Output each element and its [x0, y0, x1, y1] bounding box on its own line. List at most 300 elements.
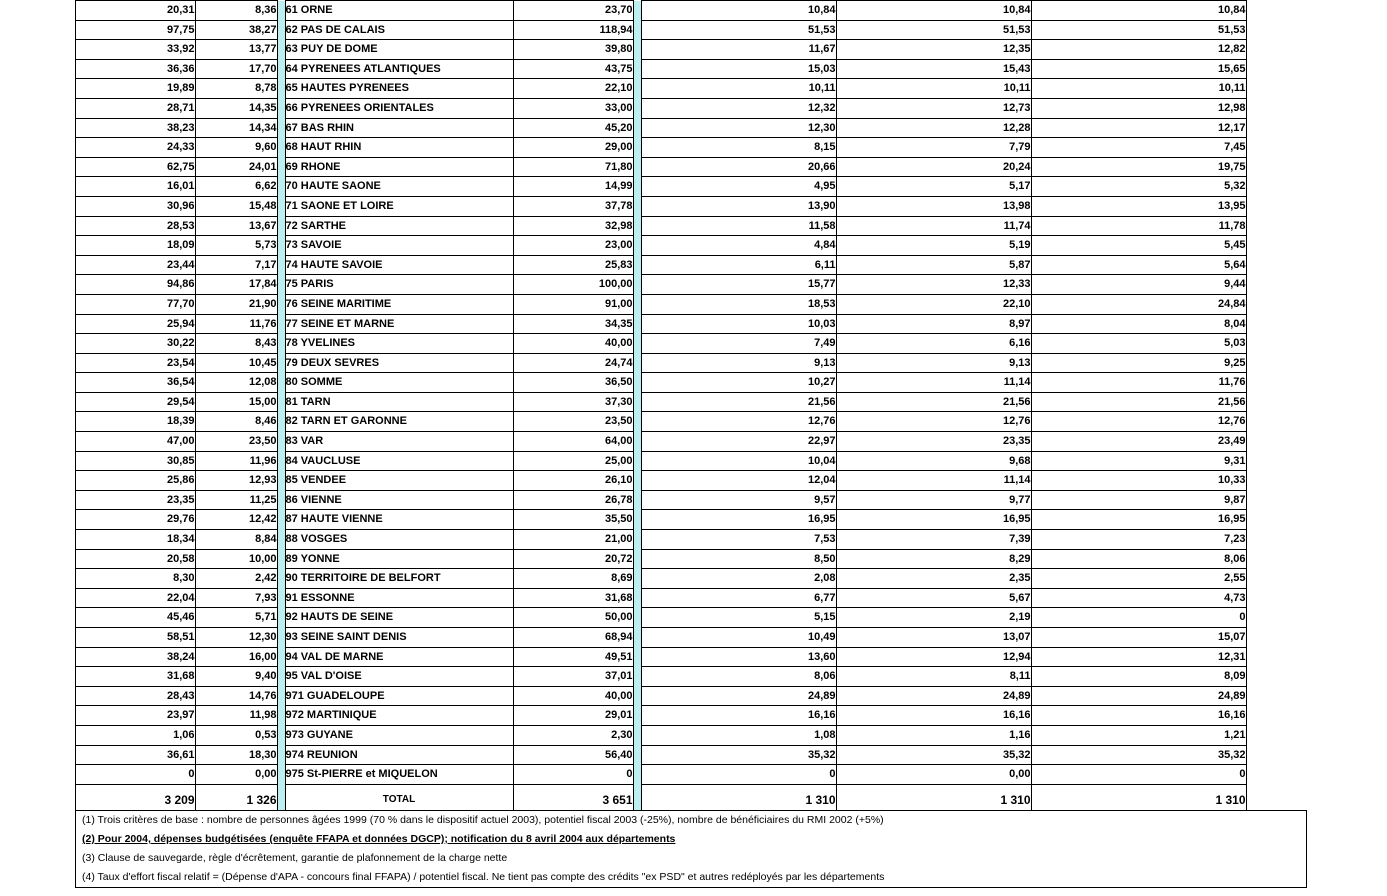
cell-col-a[interactable]: 62,75 — [75, 157, 195, 177]
cell-col-b[interactable]: 2,42 — [195, 569, 277, 589]
cell-department[interactable]: 67 BAS RHIN — [285, 118, 513, 138]
cell-col-f[interactable]: 22,10 — [836, 294, 1031, 314]
cell-department[interactable]: 68 HAUT RHIN — [285, 138, 513, 158]
cell-col-f[interactable]: 5,67 — [836, 588, 1031, 608]
cell-col-d[interactable]: 8,69 — [513, 569, 633, 589]
cell-col-d[interactable]: 20,72 — [513, 549, 633, 569]
table-row[interactable] — [0, 432, 1387, 452]
cell-col-a[interactable]: 47,00 — [75, 432, 195, 452]
table-row[interactable] — [0, 118, 1387, 138]
cell-col-g[interactable]: 7,23 — [1031, 530, 1246, 550]
cell-department[interactable]: 88 VOSGES — [285, 530, 513, 550]
cell-col-a[interactable]: 24,33 — [75, 138, 195, 158]
cell-col-f[interactable]: 0,00 — [836, 765, 1031, 785]
cell-department[interactable]: 91 ESSONNE — [285, 588, 513, 608]
cell-col-e[interactable]: 4,84 — [641, 236, 836, 256]
cell-col-f[interactable]: 5,17 — [836, 177, 1031, 197]
cell-col-e[interactable]: 8,06 — [641, 667, 836, 687]
cell-col-d[interactable]: 37,01 — [513, 667, 633, 687]
cell-col-a[interactable]: 1,06 — [75, 725, 195, 745]
cell-col-e[interactable]: 11,58 — [641, 216, 836, 236]
cell-col-e[interactable]: 5,15 — [641, 608, 836, 628]
cell-col-e[interactable]: 15,77 — [641, 275, 836, 295]
cell-col-f[interactable]: 16,95 — [836, 510, 1031, 530]
cell-department[interactable]: 79 DEUX SEVRES — [285, 353, 513, 373]
cell-col-b[interactable]: 11,98 — [195, 706, 277, 726]
cell-col-e[interactable]: 7,53 — [641, 530, 836, 550]
cell-col-b[interactable]: 14,35 — [195, 98, 277, 118]
table-row[interactable] — [0, 294, 1387, 314]
cell-department[interactable]: 65 HAUTES PYRENEES — [285, 79, 513, 99]
cell-department[interactable]: 87 HAUTE VIENNE — [285, 510, 513, 530]
cell-col-g[interactable]: 19,75 — [1031, 157, 1246, 177]
cell-col-f[interactable]: 35,32 — [836, 745, 1031, 765]
cell-department[interactable]: 70 HAUTE SAONE — [285, 177, 513, 197]
cell-col-d[interactable]: 43,75 — [513, 59, 633, 79]
cell-col-d[interactable]: 26,78 — [513, 490, 633, 510]
cell-col-b[interactable]: 8,84 — [195, 530, 277, 550]
cell-col-a[interactable]: 19,89 — [75, 79, 195, 99]
cell-col-e[interactable]: 16,16 — [641, 706, 836, 726]
table-row[interactable] — [0, 725, 1387, 745]
cell-col-a[interactable]: 28,43 — [75, 686, 195, 706]
cell-col-f[interactable]: 2,35 — [836, 569, 1031, 589]
cell-col-b[interactable]: 21,90 — [195, 294, 277, 314]
cell-col-e[interactable]: 22,97 — [641, 432, 836, 452]
cell-col-f[interactable]: 11,14 — [836, 471, 1031, 491]
cell-col-g[interactable]: 0 — [1031, 608, 1246, 628]
cell-col-g[interactable]: 10,84 — [1031, 1, 1246, 21]
cell-col-f[interactable]: 24,89 — [836, 686, 1031, 706]
cell-col-f[interactable]: 1,16 — [836, 725, 1031, 745]
cell-col-a[interactable]: 23,97 — [75, 706, 195, 726]
cell-col-g[interactable]: 51,53 — [1031, 20, 1246, 40]
cell-col-b[interactable]: 12,42 — [195, 510, 277, 530]
cell-department[interactable]: 71 SAONE ET LOIRE — [285, 196, 513, 216]
cell-col-a[interactable]: 16,01 — [75, 177, 195, 197]
cell-col-e[interactable]: 16,95 — [641, 510, 836, 530]
cell-col-d[interactable]: 35,50 — [513, 510, 633, 530]
cell-department[interactable]: 74 HAUTE SAVOIE — [285, 255, 513, 275]
cell-col-f[interactable]: 15,43 — [836, 59, 1031, 79]
cell-col-e[interactable]: 6,77 — [641, 588, 836, 608]
cell-col-d[interactable]: 26,10 — [513, 471, 633, 491]
cell-col-b[interactable]: 13,77 — [195, 40, 277, 60]
cell-col-g[interactable]: 15,07 — [1031, 628, 1246, 648]
table-row[interactable] — [0, 157, 1387, 177]
cell-col-b[interactable]: 17,70 — [195, 59, 277, 79]
table-row[interactable] — [0, 706, 1387, 726]
cell-department[interactable]: 82 TARN ET GARONNE — [285, 412, 513, 432]
cell-department[interactable]: 80 SOMME — [285, 373, 513, 393]
cell-col-g[interactable]: 24,84 — [1031, 294, 1246, 314]
cell-col-b[interactable]: 11,76 — [195, 314, 277, 334]
cell-col-f[interactable]: 7,79 — [836, 138, 1031, 158]
cell-col-f[interactable]: 8,11 — [836, 667, 1031, 687]
cell-col-a[interactable]: 30,22 — [75, 334, 195, 354]
cell-col-f[interactable]: 12,35 — [836, 40, 1031, 60]
table-row[interactable] — [0, 471, 1387, 491]
cell-department[interactable]: 73 SAVOIE — [285, 236, 513, 256]
cell-col-f[interactable]: 12,33 — [836, 275, 1031, 295]
cell-col-g[interactable]: 8,04 — [1031, 314, 1246, 334]
cell-col-d[interactable]: 71,80 — [513, 157, 633, 177]
cell-col-e[interactable]: 10,49 — [641, 628, 836, 648]
cell-col-g[interactable]: 15,65 — [1031, 59, 1246, 79]
cell-col-b[interactable]: 18,30 — [195, 745, 277, 765]
cell-col-b[interactable]: 38,27 — [195, 20, 277, 40]
cell-department[interactable]: 64 PYRENEES ATLANTIQUES — [285, 59, 513, 79]
cell-col-g[interactable]: 35,32 — [1031, 745, 1246, 765]
cell-col-a[interactable]: 45,46 — [75, 608, 195, 628]
cell-col-e[interactable]: 35,32 — [641, 745, 836, 765]
table-row[interactable] — [0, 569, 1387, 589]
table-row[interactable] — [0, 334, 1387, 354]
cell-col-g[interactable]: 12,76 — [1031, 412, 1246, 432]
cell-col-a[interactable]: 29,54 — [75, 392, 195, 412]
cell-col-d[interactable]: 31,68 — [513, 588, 633, 608]
cell-col-e[interactable]: 13,60 — [641, 647, 836, 667]
cell-col-a[interactable]: 28,53 — [75, 216, 195, 236]
table-row[interactable] — [0, 314, 1387, 334]
cell-col-e[interactable]: 11,67 — [641, 40, 836, 60]
cell-col-d[interactable]: 49,51 — [513, 647, 633, 667]
cell-col-e[interactable]: 12,32 — [641, 98, 836, 118]
cell-col-a[interactable]: 33,92 — [75, 40, 195, 60]
cell-col-a[interactable]: 30,96 — [75, 196, 195, 216]
cell-col-f[interactable]: 16,16 — [836, 706, 1031, 726]
cell-col-b[interactable]: 12,93 — [195, 471, 277, 491]
cell-col-a[interactable]: 28,71 — [75, 98, 195, 118]
table-row[interactable] — [0, 686, 1387, 706]
cell-col-d[interactable]: 33,00 — [513, 98, 633, 118]
cell-col-b[interactable]: 14,76 — [195, 686, 277, 706]
cell-col-a[interactable]: 77,70 — [75, 294, 195, 314]
cell-col-a[interactable]: 18,34 — [75, 530, 195, 550]
cell-col-d[interactable]: 39,80 — [513, 40, 633, 60]
cell-department[interactable]: 971 GUADELOUPE — [285, 686, 513, 706]
cell-col-f[interactable]: 7,39 — [836, 530, 1031, 550]
cell-col-b[interactable]: 10,45 — [195, 353, 277, 373]
cell-col-a[interactable]: 18,39 — [75, 412, 195, 432]
cell-col-d[interactable]: 34,35 — [513, 314, 633, 334]
cell-department[interactable]: 72 SARTHE — [285, 216, 513, 236]
cell-col-d[interactable]: 0 — [513, 765, 633, 785]
cell-col-a[interactable]: 38,24 — [75, 647, 195, 667]
cell-col-g[interactable]: 12,17 — [1031, 118, 1246, 138]
cell-department[interactable]: 95 VAL D'OISE — [285, 667, 513, 687]
cell-col-d[interactable]: 64,00 — [513, 432, 633, 452]
cell-col-b[interactable]: 15,00 — [195, 392, 277, 412]
cell-col-f[interactable]: 12,73 — [836, 98, 1031, 118]
cell-col-a[interactable]: 8,30 — [75, 569, 195, 589]
cell-col-e[interactable]: 51,53 — [641, 20, 836, 40]
cell-col-f[interactable]: 5,19 — [836, 236, 1031, 256]
cell-col-f[interactable]: 11,14 — [836, 373, 1031, 393]
cell-col-g[interactable]: 1,21 — [1031, 725, 1246, 745]
cell-col-b[interactable]: 9,40 — [195, 667, 277, 687]
cell-col-d[interactable]: 23,70 — [513, 1, 633, 21]
cell-col-b[interactable]: 12,08 — [195, 373, 277, 393]
table-row[interactable] — [0, 530, 1387, 550]
cell-col-f[interactable]: 9,77 — [836, 490, 1031, 510]
table-row[interactable] — [0, 412, 1387, 432]
cell-col-e[interactable]: 10,04 — [641, 451, 836, 471]
cell-col-g[interactable]: 5,64 — [1031, 255, 1246, 275]
cell-col-f[interactable]: 9,13 — [836, 353, 1031, 373]
cell-col-d[interactable]: 37,78 — [513, 196, 633, 216]
cell-col-b[interactable]: 0,00 — [195, 765, 277, 785]
cell-department[interactable]: 81 TARN — [285, 392, 513, 412]
cell-col-f[interactable]: 12,94 — [836, 647, 1031, 667]
cell-col-d[interactable]: 21,00 — [513, 530, 633, 550]
cell-col-a[interactable]: 94,86 — [75, 275, 195, 295]
cell-col-f[interactable]: 13,07 — [836, 628, 1031, 648]
cell-col-e[interactable]: 10,03 — [641, 314, 836, 334]
cell-col-b[interactable]: 13,67 — [195, 216, 277, 236]
cell-col-f[interactable]: 8,29 — [836, 549, 1031, 569]
cell-department[interactable]: 93 SEINE SAINT DENIS — [285, 628, 513, 648]
cell-department[interactable]: 66 PYRENEES ORIENTALES — [285, 98, 513, 118]
cell-col-a[interactable]: 23,35 — [75, 490, 195, 510]
table-row[interactable] — [0, 40, 1387, 60]
cell-col-d[interactable]: 25,83 — [513, 255, 633, 275]
cell-col-f[interactable]: 13,98 — [836, 196, 1031, 216]
cell-col-d[interactable]: 37,30 — [513, 392, 633, 412]
cell-col-b[interactable]: 10,00 — [195, 549, 277, 569]
table-row[interactable] — [0, 549, 1387, 569]
cell-col-g[interactable]: 9,87 — [1031, 490, 1246, 510]
cell-col-g[interactable]: 11,78 — [1031, 216, 1246, 236]
cell-department[interactable]: 63 PUY DE DOME — [285, 40, 513, 60]
cell-col-d[interactable]: 29,01 — [513, 706, 633, 726]
cell-department[interactable]: 76 SEINE MARITIME — [285, 294, 513, 314]
cell-col-b[interactable]: 14,34 — [195, 118, 277, 138]
cell-col-g[interactable]: 10,33 — [1031, 471, 1246, 491]
table-row[interactable] — [0, 628, 1387, 648]
cell-col-g[interactable]: 8,06 — [1031, 549, 1246, 569]
table-row[interactable] — [0, 236, 1387, 256]
cell-department[interactable]: 75 PARIS — [285, 275, 513, 295]
cell-col-f[interactable]: 11,74 — [836, 216, 1031, 236]
table-row[interactable] — [0, 275, 1387, 295]
cell-col-a[interactable]: 18,09 — [75, 236, 195, 256]
cell-col-d[interactable]: 32,98 — [513, 216, 633, 236]
cell-department[interactable]: 94 VAL DE MARNE — [285, 647, 513, 667]
cell-col-b[interactable]: 8,46 — [195, 412, 277, 432]
cell-col-f[interactable]: 6,16 — [836, 334, 1031, 354]
cell-col-e[interactable]: 7,49 — [641, 334, 836, 354]
cell-department[interactable]: 975 St-PIERRE et MIQUELON — [285, 765, 513, 785]
table-row[interactable] — [0, 373, 1387, 393]
cell-col-g[interactable]: 5,32 — [1031, 177, 1246, 197]
table-row[interactable] — [0, 59, 1387, 79]
cell-col-g[interactable]: 16,16 — [1031, 706, 1246, 726]
cell-col-d[interactable]: 91,00 — [513, 294, 633, 314]
cell-col-g[interactable]: 24,89 — [1031, 686, 1246, 706]
cell-col-f[interactable]: 20,24 — [836, 157, 1031, 177]
cell-col-a[interactable]: 30,85 — [75, 451, 195, 471]
cell-department[interactable]: 973 GUYANE — [285, 725, 513, 745]
cell-col-g[interactable]: 12,31 — [1031, 647, 1246, 667]
cell-col-g[interactable]: 12,82 — [1031, 40, 1246, 60]
table-row[interactable] — [0, 667, 1387, 687]
cell-col-f[interactable]: 21,56 — [836, 392, 1031, 412]
cell-col-e[interactable]: 9,57 — [641, 490, 836, 510]
cell-col-d[interactable]: 29,00 — [513, 138, 633, 158]
table-row[interactable] — [0, 353, 1387, 373]
table-row[interactable] — [0, 588, 1387, 608]
cell-col-b[interactable]: 12,30 — [195, 628, 277, 648]
cell-col-e[interactable]: 15,03 — [641, 59, 836, 79]
cell-col-a[interactable]: 38,23 — [75, 118, 195, 138]
cell-col-f[interactable]: 2,19 — [836, 608, 1031, 628]
cell-col-b[interactable]: 8,36 — [195, 1, 277, 21]
cell-col-f[interactable]: 51,53 — [836, 20, 1031, 40]
cell-col-d[interactable]: 50,00 — [513, 608, 633, 628]
cell-col-g[interactable]: 9,25 — [1031, 353, 1246, 373]
cell-col-a[interactable]: 29,76 — [75, 510, 195, 530]
cell-col-e[interactable]: 12,30 — [641, 118, 836, 138]
cell-col-e[interactable]: 6,11 — [641, 255, 836, 275]
cell-col-g[interactable]: 11,76 — [1031, 373, 1246, 393]
cell-col-g[interactable]: 21,56 — [1031, 392, 1246, 412]
cell-col-a[interactable]: 31,68 — [75, 667, 195, 687]
cell-col-f[interactable]: 10,11 — [836, 79, 1031, 99]
table-row[interactable] — [0, 79, 1387, 99]
cell-col-f[interactable]: 23,35 — [836, 432, 1031, 452]
cell-col-e[interactable]: 2,08 — [641, 569, 836, 589]
cell-col-b[interactable]: 24,01 — [195, 157, 277, 177]
cell-department[interactable]: 89 YONNE — [285, 549, 513, 569]
table-row[interactable] — [0, 765, 1387, 785]
cell-col-d[interactable]: 23,00 — [513, 236, 633, 256]
cell-department[interactable]: 86 VIENNE — [285, 490, 513, 510]
cell-col-e[interactable]: 8,50 — [641, 549, 836, 569]
cell-col-g[interactable]: 4,73 — [1031, 588, 1246, 608]
cell-col-a[interactable]: 36,36 — [75, 59, 195, 79]
cell-col-a[interactable]: 25,86 — [75, 471, 195, 491]
cell-department[interactable]: 974 REUNION — [285, 745, 513, 765]
cell-col-a[interactable]: 20,58 — [75, 549, 195, 569]
cell-col-e[interactable]: 1,08 — [641, 725, 836, 745]
cell-col-e[interactable]: 24,89 — [641, 686, 836, 706]
cell-col-d[interactable]: 56,40 — [513, 745, 633, 765]
cell-col-f[interactable]: 12,28 — [836, 118, 1031, 138]
cell-col-g[interactable]: 7,45 — [1031, 138, 1246, 158]
cell-col-a[interactable]: 20,31 — [75, 1, 195, 21]
cell-col-g[interactable]: 5,45 — [1031, 236, 1246, 256]
cell-col-g[interactable]: 9,31 — [1031, 451, 1246, 471]
cell-col-e[interactable]: 10,11 — [641, 79, 836, 99]
cell-col-e[interactable]: 13,90 — [641, 196, 836, 216]
cell-col-d[interactable]: 36,50 — [513, 373, 633, 393]
cell-department[interactable]: 77 SEINE ET MARNE — [285, 314, 513, 334]
cell-col-a[interactable]: 36,54 — [75, 373, 195, 393]
cell-col-b[interactable]: 8,78 — [195, 79, 277, 99]
cell-col-e[interactable]: 4,95 — [641, 177, 836, 197]
table-row[interactable] — [0, 490, 1387, 510]
cell-col-g[interactable]: 12,98 — [1031, 98, 1246, 118]
cell-col-e[interactable]: 12,76 — [641, 412, 836, 432]
cell-department[interactable]: 62 PAS DE CALAIS — [285, 20, 513, 40]
cell-col-a[interactable]: 58,51 — [75, 628, 195, 648]
cell-col-a[interactable]: 23,54 — [75, 353, 195, 373]
cell-department[interactable]: 84 VAUCLUSE — [285, 451, 513, 471]
cell-col-b[interactable]: 5,73 — [195, 236, 277, 256]
cell-department[interactable]: 78 YVELINES — [285, 334, 513, 354]
cell-col-b[interactable]: 11,96 — [195, 451, 277, 471]
table-row[interactable] — [0, 451, 1387, 471]
cell-col-g[interactable]: 23,49 — [1031, 432, 1246, 452]
table-row[interactable] — [0, 510, 1387, 530]
cell-col-e[interactable]: 20,66 — [641, 157, 836, 177]
cell-col-d[interactable]: 100,00 — [513, 275, 633, 295]
cell-department[interactable]: 92 HAUTS DE SEINE — [285, 608, 513, 628]
cell-col-b[interactable]: 23,50 — [195, 432, 277, 452]
cell-col-b[interactable]: 15,48 — [195, 196, 277, 216]
cell-col-e[interactable]: 21,56 — [641, 392, 836, 412]
cell-col-d[interactable]: 14,99 — [513, 177, 633, 197]
cell-col-g[interactable]: 2,55 — [1031, 569, 1246, 589]
table-row[interactable] — [0, 1, 1387, 21]
cell-col-f[interactable]: 12,76 — [836, 412, 1031, 432]
cell-col-f[interactable]: 10,84 — [836, 1, 1031, 21]
cell-col-b[interactable]: 8,43 — [195, 334, 277, 354]
cell-department[interactable]: 69 RHONE — [285, 157, 513, 177]
cell-col-e[interactable]: 0 — [641, 765, 836, 785]
table-row[interactable] — [0, 177, 1387, 197]
cell-col-g[interactable]: 13,95 — [1031, 196, 1246, 216]
cell-col-d[interactable]: 25,00 — [513, 451, 633, 471]
cell-col-d[interactable]: 45,20 — [513, 118, 633, 138]
cell-col-d[interactable]: 40,00 — [513, 686, 633, 706]
cell-col-a[interactable]: 97,75 — [75, 20, 195, 40]
cell-col-e[interactable]: 8,15 — [641, 138, 836, 158]
cell-col-b[interactable]: 7,93 — [195, 588, 277, 608]
table-row[interactable] — [0, 216, 1387, 236]
table-row[interactable] — [0, 255, 1387, 275]
cell-col-g[interactable]: 10,11 — [1031, 79, 1246, 99]
cell-col-g[interactable]: 5,03 — [1031, 334, 1246, 354]
cell-department[interactable]: 83 VAR — [285, 432, 513, 452]
cell-department[interactable]: 90 TERRITOIRE DE BELFORT — [285, 569, 513, 589]
cell-department[interactable]: 972 MARTINIQUE — [285, 706, 513, 726]
cell-col-d[interactable]: 40,00 — [513, 334, 633, 354]
table-row[interactable] — [0, 392, 1387, 412]
cell-col-g[interactable]: 16,95 — [1031, 510, 1246, 530]
cell-col-g[interactable]: 0 — [1031, 765, 1246, 785]
table-row[interactable] — [0, 98, 1387, 118]
cell-col-e[interactable]: 10,84 — [641, 1, 836, 21]
cell-col-d[interactable]: 118,94 — [513, 20, 633, 40]
cell-col-e[interactable]: 18,53 — [641, 294, 836, 314]
cell-col-d[interactable]: 24,74 — [513, 353, 633, 373]
cell-col-b[interactable]: 6,62 — [195, 177, 277, 197]
table-row[interactable] — [0, 20, 1387, 40]
table-row[interactable] — [0, 608, 1387, 628]
table-row[interactable] — [0, 647, 1387, 667]
cell-col-f[interactable]: 9,68 — [836, 451, 1031, 471]
cell-department[interactable]: 61 ORNE — [285, 1, 513, 21]
cell-col-g[interactable]: 9,44 — [1031, 275, 1246, 295]
cell-col-e[interactable]: 10,27 — [641, 373, 836, 393]
table-row[interactable] — [0, 138, 1387, 158]
cell-col-d[interactable]: 2,30 — [513, 725, 633, 745]
cell-col-a[interactable]: 0 — [75, 765, 195, 785]
cell-col-d[interactable]: 23,50 — [513, 412, 633, 432]
cell-col-d[interactable]: 68,94 — [513, 628, 633, 648]
